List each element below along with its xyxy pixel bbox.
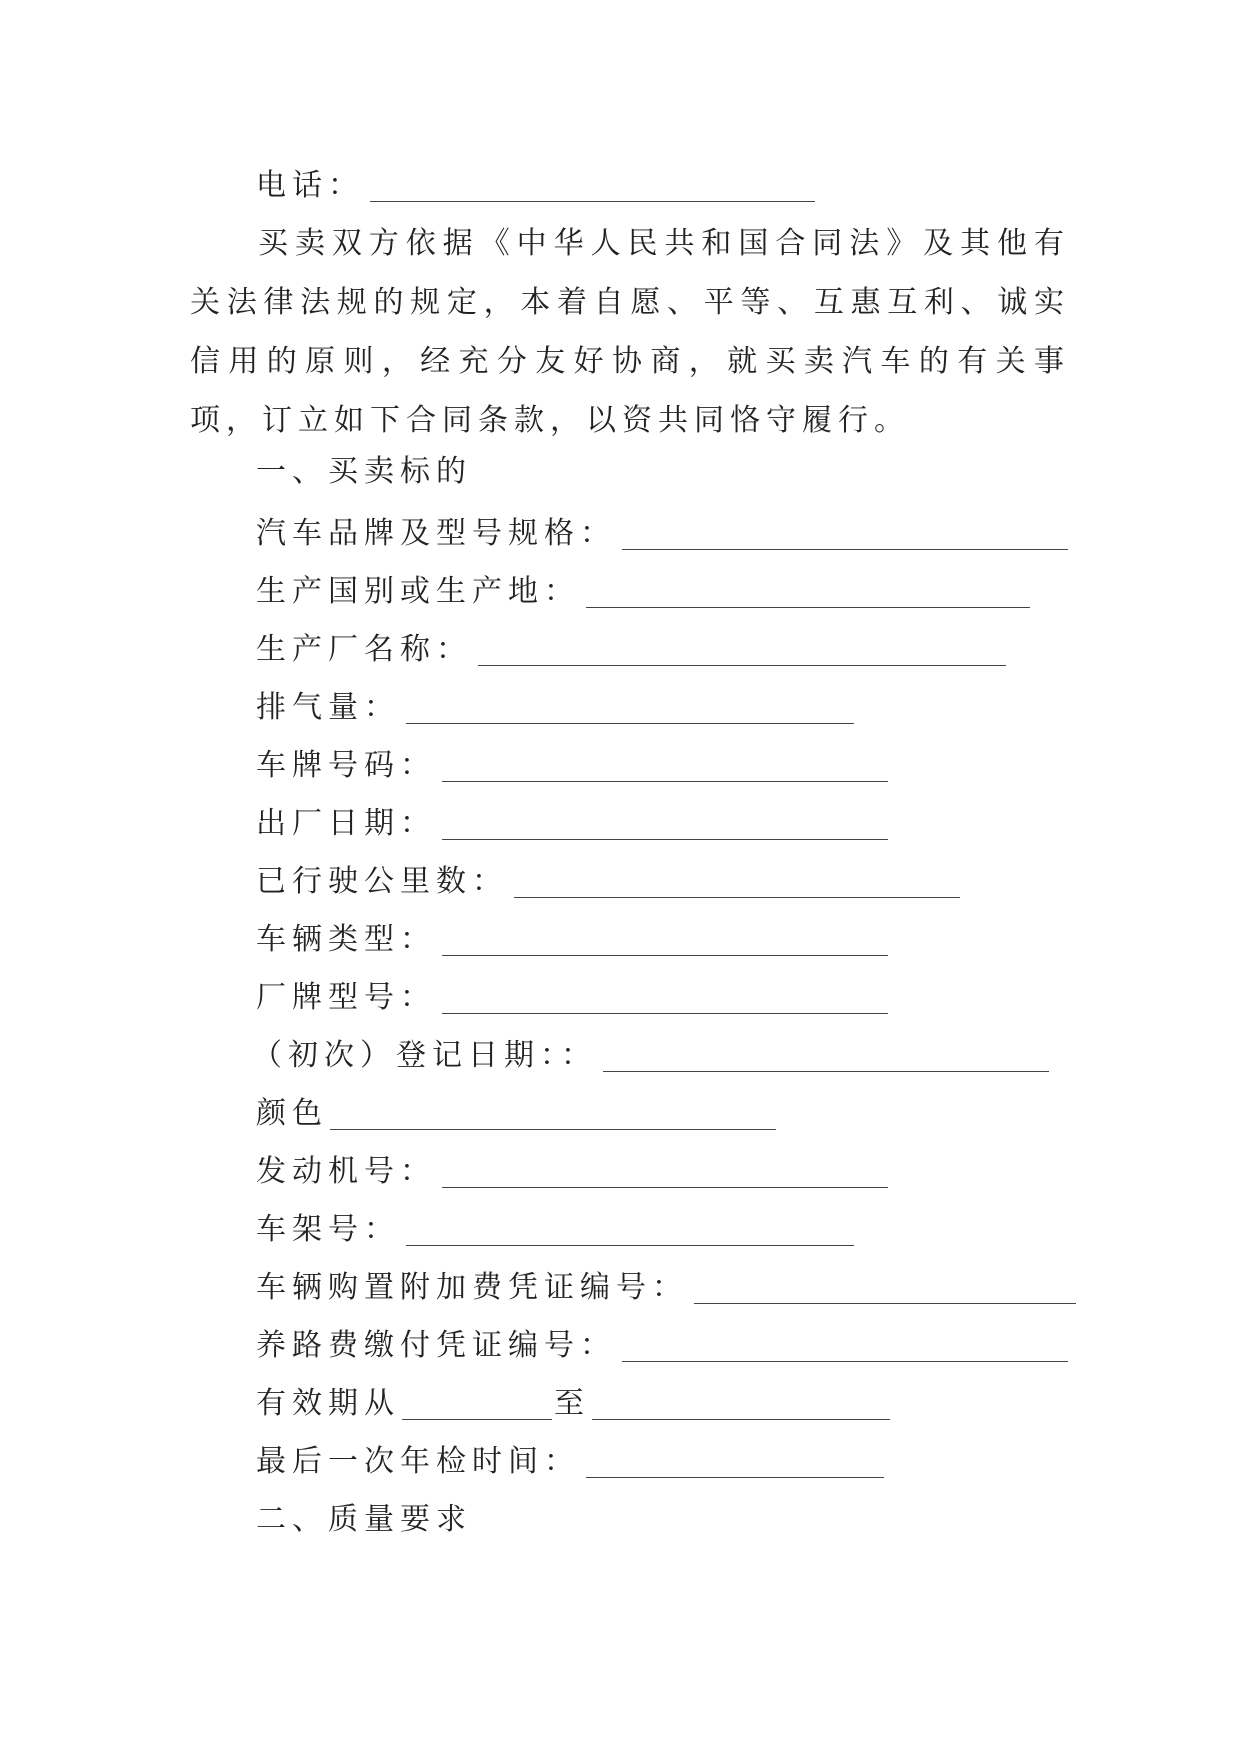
engine-no-blank[interactable] — [442, 1165, 888, 1188]
frame-no-row — [256, 1210, 854, 1250]
purchase-tax-label: 车辆购置附加费凭证编号： — [256, 1270, 688, 1305]
displacement-blank[interactable] — [406, 701, 854, 724]
plate-label: 车牌号码： — [256, 748, 436, 783]
purchase-tax-row — [256, 1268, 1076, 1308]
last-inspection-row — [256, 1442, 884, 1482]
road-fee-row — [256, 1326, 1068, 1366]
phone-label: 电话： — [256, 168, 364, 203]
last-inspection-label: 最后一次年检时间： — [256, 1444, 580, 1479]
register-date-label: （初次）登记日期：： — [252, 1038, 597, 1073]
intro-paragraph: 买卖双方依据《中华人民共和国合同法》及其他有关法律法规的规定，本着自愿、平等、互惠互利、诚实信用的原则，经充分友好协商，就买卖汽车的有关事项，订立如下合同条款，以资共同恪守履行。 — [190, 226, 1070, 438]
manufacturer-row — [256, 630, 1006, 670]
mileage-label: 已行驶公里数： — [256, 864, 508, 899]
color-blank[interactable] — [330, 1107, 776, 1130]
factory-date-blank[interactable] — [442, 817, 888, 840]
engine-no-row — [256, 1152, 888, 1192]
color-label: 颜色 — [256, 1096, 328, 1131]
manufacturer-blank[interactable] — [478, 643, 1006, 666]
valid-period-row — [256, 1384, 890, 1424]
section1-heading-row — [256, 452, 472, 492]
purchase-tax-blank[interactable] — [694, 1281, 1076, 1304]
road-fee-label: 养路费缴付凭证编号： — [256, 1328, 616, 1363]
register-date-blank[interactable] — [603, 1049, 1049, 1072]
engine-no-label: 发动机号： — [256, 1154, 436, 1189]
section2-heading-row — [256, 1500, 472, 1540]
valid-from-blank[interactable] — [402, 1397, 552, 1420]
brand-code-row — [256, 978, 888, 1018]
vehicle-type-blank[interactable] — [442, 933, 888, 956]
road-fee-blank[interactable] — [622, 1339, 1068, 1362]
brand-code-label: 厂牌型号： — [256, 980, 436, 1015]
phone-blank[interactable] — [370, 179, 815, 202]
displacement-row — [256, 688, 854, 728]
frame-no-label: 车架号： — [256, 1212, 400, 1247]
valid-to-blank[interactable] — [592, 1397, 890, 1420]
mileage-blank[interactable] — [514, 875, 960, 898]
brand-code-blank[interactable] — [442, 991, 888, 1014]
vehicle-type-row — [256, 920, 888, 960]
section2-heading: 二、质量要求 — [256, 1502, 472, 1537]
mileage-row — [256, 862, 960, 902]
plate-row — [256, 746, 888, 786]
frame-no-blank[interactable] — [406, 1223, 854, 1246]
displacement-label: 排气量： — [256, 690, 400, 725]
factory-date-row — [256, 804, 888, 844]
section1-heading: 一、买卖标的 — [256, 454, 472, 489]
plate-blank[interactable] — [442, 759, 888, 782]
valid-from-label: 有效期从 — [256, 1386, 400, 1421]
valid-to-label: 至 — [554, 1386, 590, 1421]
color-row — [256, 1094, 776, 1134]
phone-row — [256, 166, 815, 206]
brand-model-row — [256, 514, 1068, 554]
last-inspection-blank[interactable] — [586, 1455, 884, 1478]
vehicle-type-label: 车辆类型： — [256, 922, 436, 957]
manufacturer-label: 生产厂名称： — [256, 632, 472, 667]
origin-blank[interactable] — [586, 585, 1030, 608]
origin-row — [256, 572, 1030, 612]
brand-model-label: 汽车品牌及型号规格： — [256, 516, 616, 551]
brand-model-blank[interactable] — [622, 527, 1068, 550]
factory-date-label: 出厂日期： — [256, 806, 436, 841]
register-date-row — [252, 1036, 1049, 1076]
origin-label: 生产国别或生产地： — [256, 574, 580, 609]
